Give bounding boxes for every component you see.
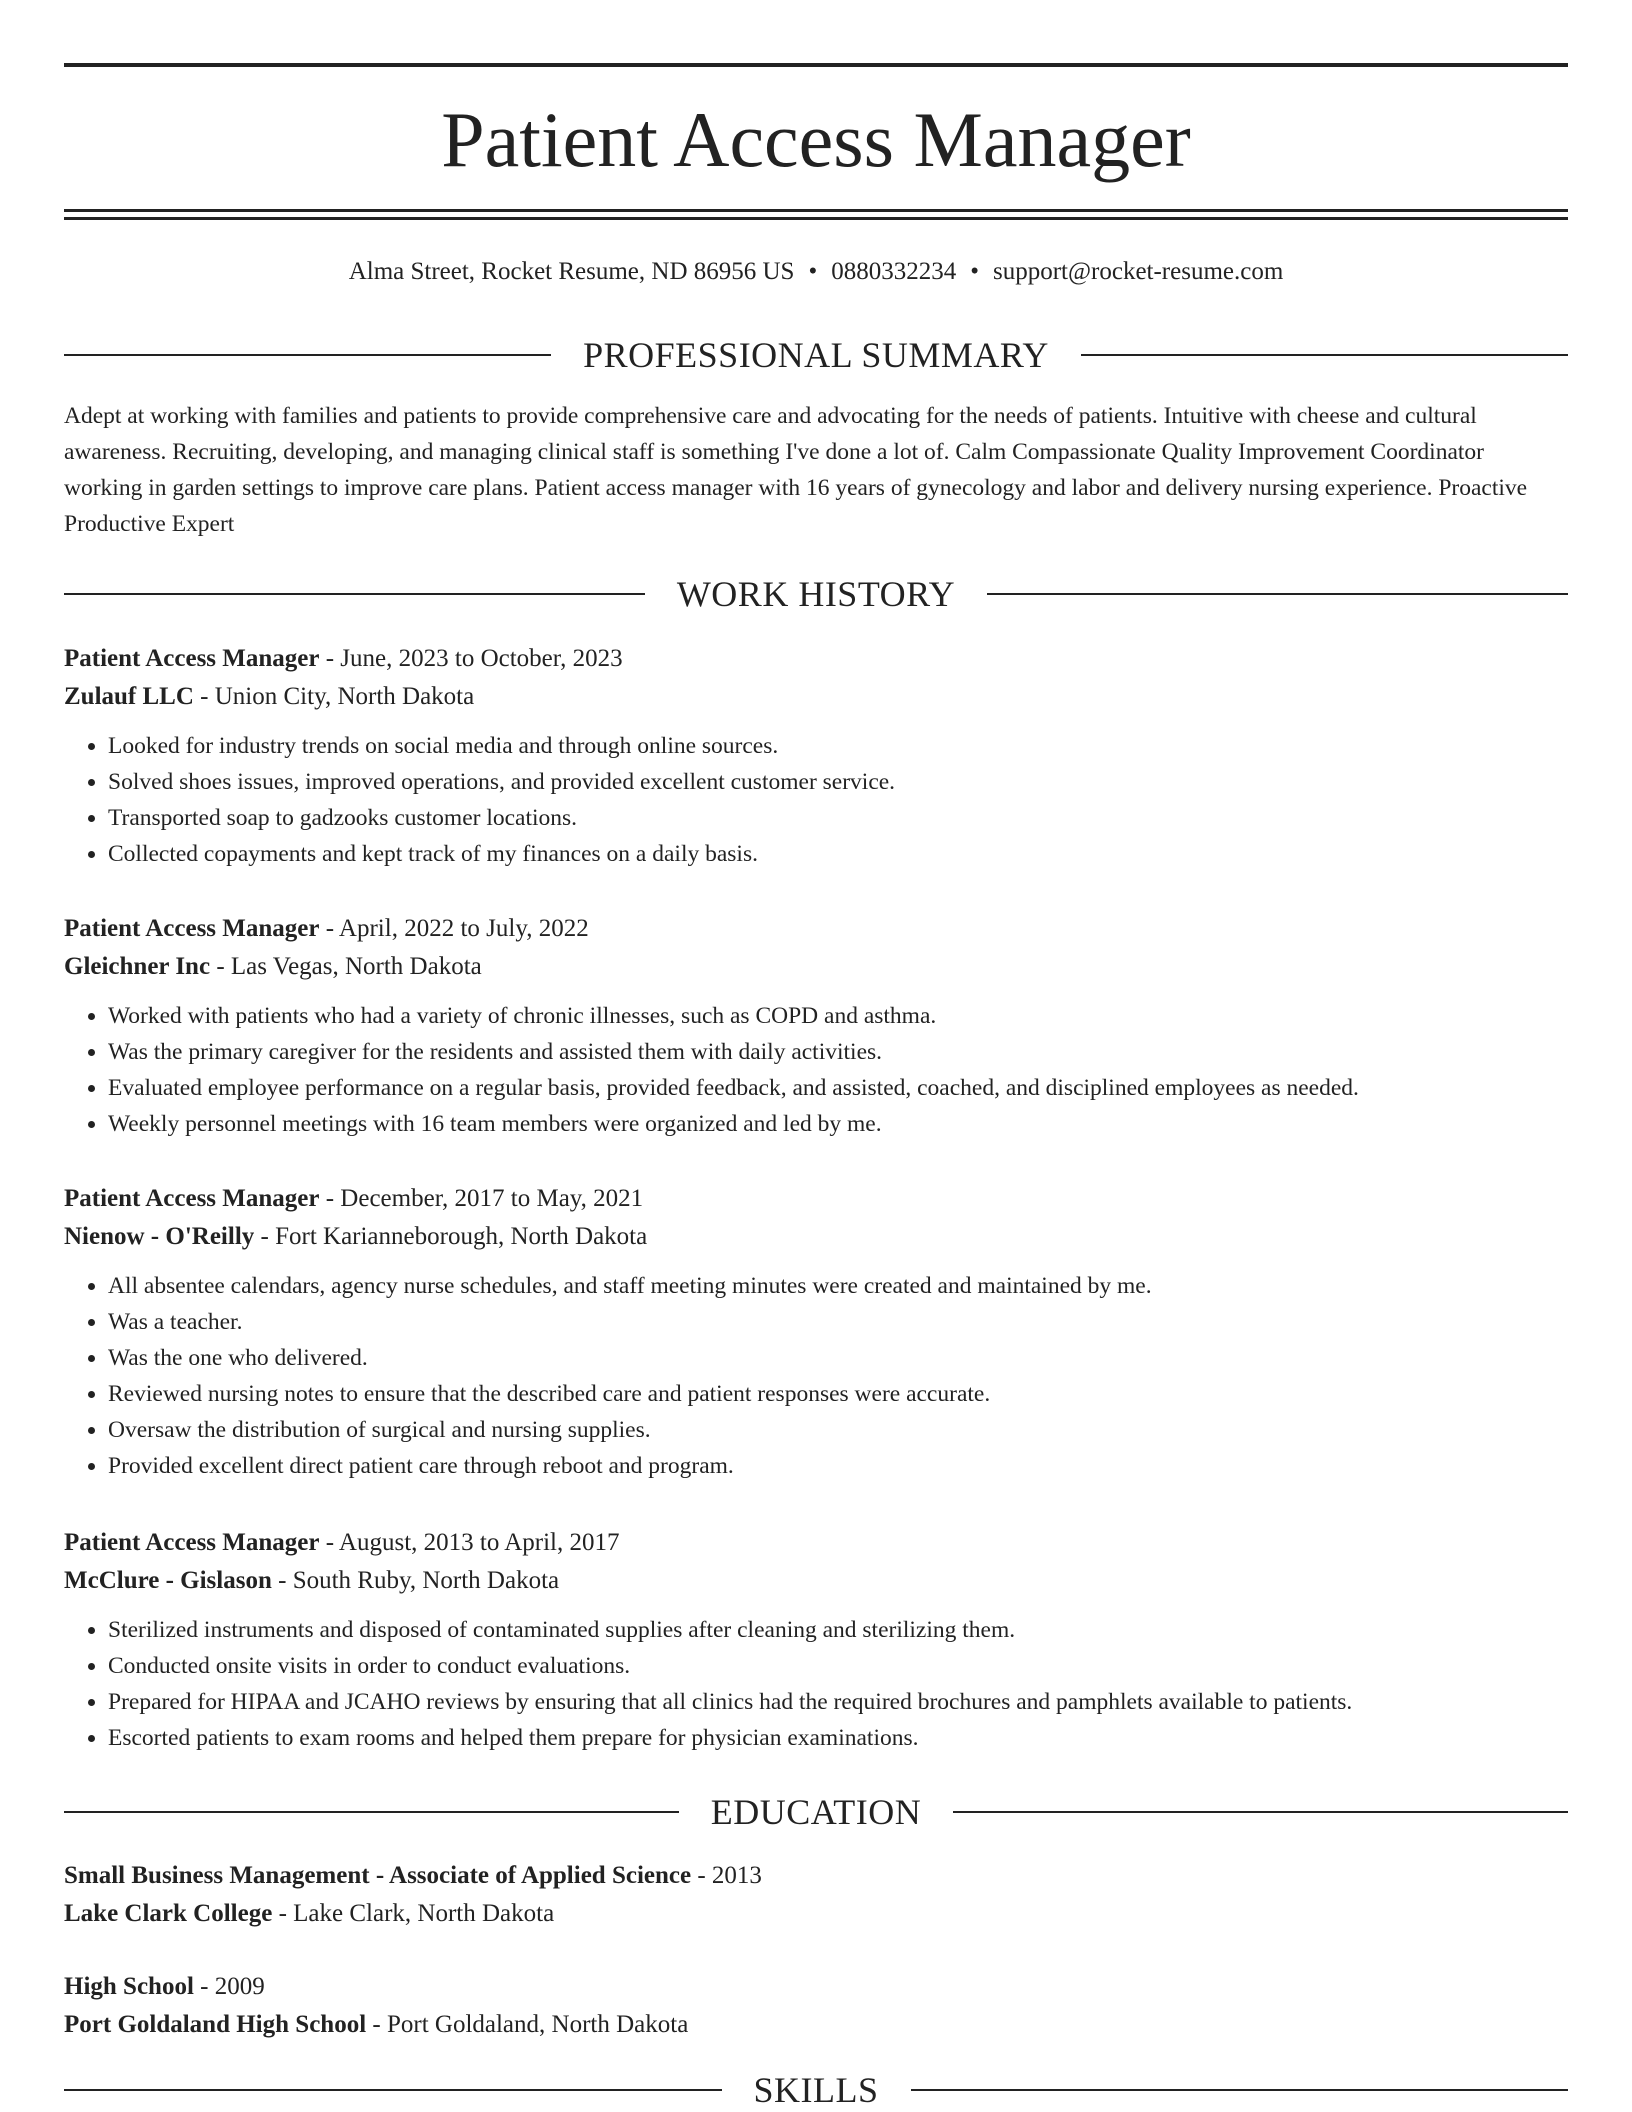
job-bullet: • Was the primary caregiver for the residents and assisted them with daily activities. (108, 1034, 1568, 1070)
skills-heading-text: SKILLS (753, 2070, 879, 2110)
work-heading (64, 572, 1568, 616)
job-title: Patient Access Manager (64, 645, 320, 672)
job-title: Patient Access Manager (64, 1185, 320, 1212)
skills-heading (64, 2068, 1568, 2112)
degree-name: Small Business Management - Associate of Applied Science (64, 1862, 692, 1889)
work-entry (64, 1524, 1568, 1756)
job-company-line (64, 678, 1568, 716)
job-bullet: • Looked for industry trends on social media and through online sources. (108, 728, 1568, 764)
job-title: Patient Access Manager (64, 915, 320, 942)
contact-separator: • (970, 258, 979, 285)
degree-name: High School (64, 1973, 194, 2000)
education-entry (64, 1857, 1568, 1933)
job-bullet: • Conducted onsite visits in order to conduct evaluations. (108, 1648, 1568, 1684)
job-bullets (64, 728, 1568, 872)
heading-rule (64, 354, 551, 356)
job-dates: - August, 2013 to April, 2017 (325, 1529, 620, 1556)
work-entry (64, 640, 1568, 872)
degree-year: - 2009 (200, 1973, 265, 2000)
heading-rule (953, 1811, 1568, 1813)
work-entry (64, 1180, 1568, 1484)
job-bullet: • Collected copayments and kept track of my finances on a daily basis. (108, 836, 1568, 872)
job-bullet: • Sterilized instruments and disposed of contaminated supplies after cleaning and sterilizing them. (108, 1612, 1568, 1648)
job-bullet: • Worked with patients who had a variety of chronic illnesses, such as COPD and asthma. (108, 998, 1568, 1034)
school-location: - Port Goldaland, North Dakota (372, 2011, 689, 2038)
job-bullets (64, 998, 1568, 1142)
job-company-line (64, 1218, 1568, 1256)
degree-line (64, 1968, 1568, 2006)
job-title-line (64, 1524, 1568, 1562)
work-heading-text: WORK HISTORY (676, 574, 956, 614)
job-company: McClure - Gislason (64, 1567, 272, 1594)
degree-line (64, 1857, 1568, 1895)
job-bullet: • Oversaw the distribution of surgical and nursing supplies. (108, 1412, 1568, 1448)
job-bullets (64, 1268, 1568, 1484)
job-dates: - June, 2023 to October, 2023 (325, 645, 623, 672)
contact-line (64, 256, 1568, 288)
job-dates: - December, 2017 to May, 2021 (325, 1185, 644, 1212)
job-title: Patient Access Manager (64, 1529, 320, 1556)
school-location: - Lake Clark, North Dakota (278, 1900, 555, 1927)
contact-email[interactable]: support@rocket-resume.com (993, 258, 1284, 285)
job-bullet: • Was the one who delivered. (108, 1340, 1568, 1376)
job-bullet: • Reviewed nursing notes to ensure that the described care and patient responses were accurate. (108, 1376, 1568, 1412)
summary-text: Adept at working with families and patients to provide comprehensive care and advocating for the needs of patients. Intuitive with cheese and cultural awareness. Recruiting, developing, and managing clinical staff is something I've done a lot of. Calm Compassionate Quality Improvement Coordinator working in garden settings to improve care plans. Patient access manager with 16 years of gynecology and labor and delivery nursing experience. Proactive Productive Expert (64, 403, 1528, 537)
job-company: Nienow - O'Reilly (64, 1223, 255, 1250)
education-heading-text: EDUCATION (710, 1792, 922, 1832)
job-location: - Union City, North Dakota (200, 683, 475, 710)
job-company-line (64, 948, 1568, 986)
summary-heading-text: PROFESSIONAL SUMMARY (583, 335, 1049, 375)
school-line (64, 2006, 1568, 2044)
contact-separator: • (808, 258, 818, 285)
job-bullet: • Prepared for HIPAA and JCAHO reviews by ensuring that all clinics had the required brochures and pamphlets available to patients. (108, 1684, 1568, 1720)
job-title-line (64, 910, 1568, 948)
resume-title: Patient Access Manager (441, 96, 1191, 183)
education-entry (64, 1968, 1568, 2044)
degree-year: - 2013 (697, 1862, 762, 1889)
summary-block (64, 398, 1568, 542)
job-location: - Fort Karianneborough, North Dakota (260, 1223, 648, 1250)
job-bullet: • Was a teacher. (108, 1304, 1568, 1340)
job-title-line (64, 640, 1568, 678)
summary-heading (64, 333, 1568, 377)
job-bullet: • Weekly personnel meetings with 16 team members were organized and led by me. (108, 1106, 1568, 1142)
contact-phone: 0880332234 (831, 258, 957, 285)
work-entry (64, 910, 1568, 1142)
job-location: - Las Vegas, North Dakota (216, 953, 482, 980)
job-title-line (64, 1180, 1568, 1218)
job-bullets (64, 1612, 1568, 1756)
job-bullet: • Solved shoes issues, improved operations, and provided excellent customer service. (108, 764, 1568, 800)
top-rule (64, 63, 1568, 67)
heading-rule (64, 2089, 722, 2091)
job-dates: - April, 2022 to July, 2022 (325, 915, 589, 942)
double-rule (64, 209, 1568, 220)
school-name: Lake Clark College (64, 1900, 273, 1927)
job-bullet: • All absentee calendars, agency nurse schedules, and staff meeting minutes were created and maintained by me. (108, 1268, 1568, 1304)
job-bullet: • Evaluated employee performance on a regular basis, provided feedback, and assisted, coached, and disciplined employees as needed. (108, 1070, 1568, 1106)
job-location: - South Ruby, North Dakota (278, 1567, 560, 1594)
job-company-line (64, 1562, 1568, 1600)
education-heading (64, 1790, 1568, 1834)
school-name: Port Goldaland High School (64, 2011, 367, 2038)
heading-rule (64, 1811, 679, 1813)
job-bullet: • Provided excellent direct patient care through reboot and program. (108, 1448, 1568, 1484)
job-company: Zulauf LLC (64, 683, 194, 710)
school-line (64, 1895, 1568, 1933)
contact-address: Alma Street, Rocket Resume, ND 86956 US (348, 258, 795, 285)
heading-rule (1081, 354, 1568, 356)
job-bullet: • Transported soap to gadzooks customer locations. (108, 800, 1568, 836)
heading-rule (987, 593, 1568, 595)
heading-rule (64, 593, 645, 595)
job-company: Gleichner Inc (64, 953, 211, 980)
heading-rule (911, 2089, 1569, 2091)
job-bullet: • Escorted patients to exam rooms and helped them prepare for physician examinations. (108, 1720, 1568, 1756)
